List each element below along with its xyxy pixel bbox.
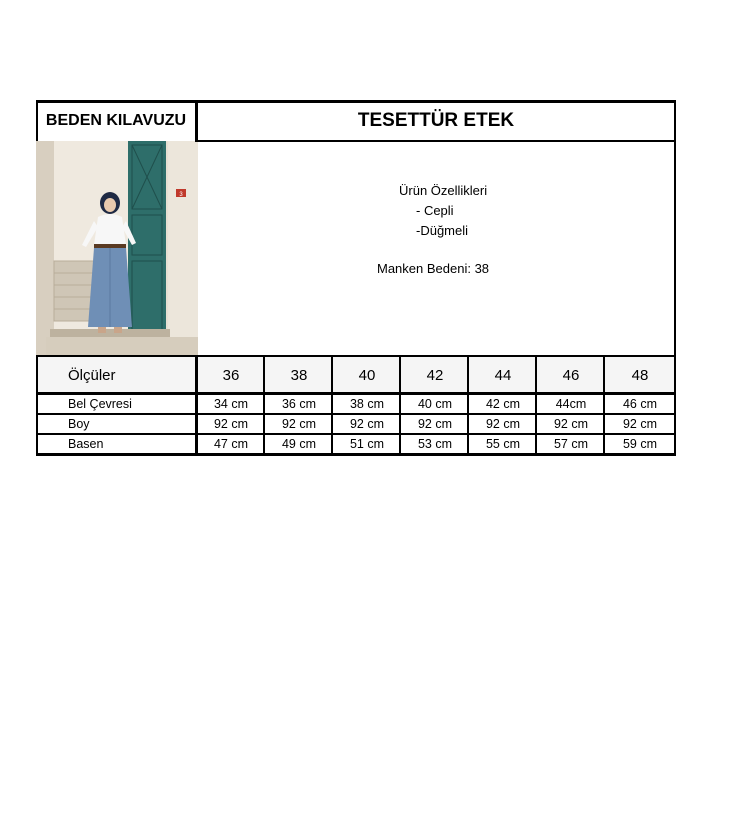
header-col-divider [195,100,198,142]
size-col-38: 38 [290,366,308,384]
size-row-top-border [36,355,676,357]
table-cell: 57 cm [553,436,589,451]
table-border-left [36,100,38,141]
header-divider [196,140,676,142]
product-title: TESETTÜR ETEK [357,110,515,131]
row-divider [36,433,676,435]
table-cell: 49 cm [281,436,317,451]
table-border-bottom [36,453,676,456]
features-heading: Ürün Özellikleri [399,183,488,198]
table-cell: 44cm [555,396,587,411]
table-cell: 34 cm [213,396,249,411]
size-guide-title: BEDEN KILAVUZU [45,112,187,129]
table-cell: 51 cm [349,436,385,451]
size-row-bottom-border [36,392,676,395]
table-cell: 40 cm [417,396,453,411]
col-divider [603,355,605,456]
measurements-label: Ölçüler [68,366,116,384]
row-label: Basen [68,436,104,451]
table-cell: 92 cm [213,416,249,431]
table-cell: 92 cm [553,416,589,431]
table-cell: 38 cm [349,396,385,411]
size-col-48: 48 [631,366,649,384]
size-col-40: 40 [358,366,376,384]
col-divider [535,355,537,456]
door-number: 3 [179,192,183,198]
table-border-top [36,100,676,103]
table-cell: 92 cm [281,416,317,431]
table-cell: 92 cm [349,416,385,431]
row-label: Boy [68,416,90,431]
size-header-row [36,357,676,393]
table-cell: 59 cm [622,436,658,451]
table-cell: 92 cm [417,416,453,431]
col-divider [399,355,401,456]
size-col-42: 42 [426,366,444,384]
table-cell: 36 cm [281,396,317,411]
product-photo [36,141,198,359]
product-features [198,141,674,355]
table-row-hip [36,434,676,453]
size-guide-sheet [36,100,676,456]
table-cell: 92 cm [485,416,521,431]
table-border-left [36,355,38,456]
table-cell: 55 cm [485,436,521,451]
size-col-36: 36 [222,366,240,384]
row-divider [36,413,676,415]
size-col-44: 44 [494,366,512,384]
size-col-46: 46 [562,366,580,384]
model-photo-illustration [36,141,198,359]
table-row-waist [36,394,676,413]
table-cell: 42 cm [485,396,521,411]
col-divider [195,355,198,456]
col-divider [467,355,469,456]
table-cell: 46 cm [622,396,658,411]
table-border-right [674,100,676,456]
row-label: Bel Çevresi [68,396,132,411]
feature-item-buttons: -Düğmeli [416,223,469,238]
col-divider [331,355,333,456]
table-cell: 53 cm [417,436,453,451]
model-size: Manken Bedeni: 38 [377,261,490,276]
feature-item-pockets: - Cepli [416,203,454,218]
table-row-length [36,414,676,433]
col-divider [263,355,265,456]
table-cell: 47 cm [213,436,249,451]
table-cell: 92 cm [622,416,658,431]
